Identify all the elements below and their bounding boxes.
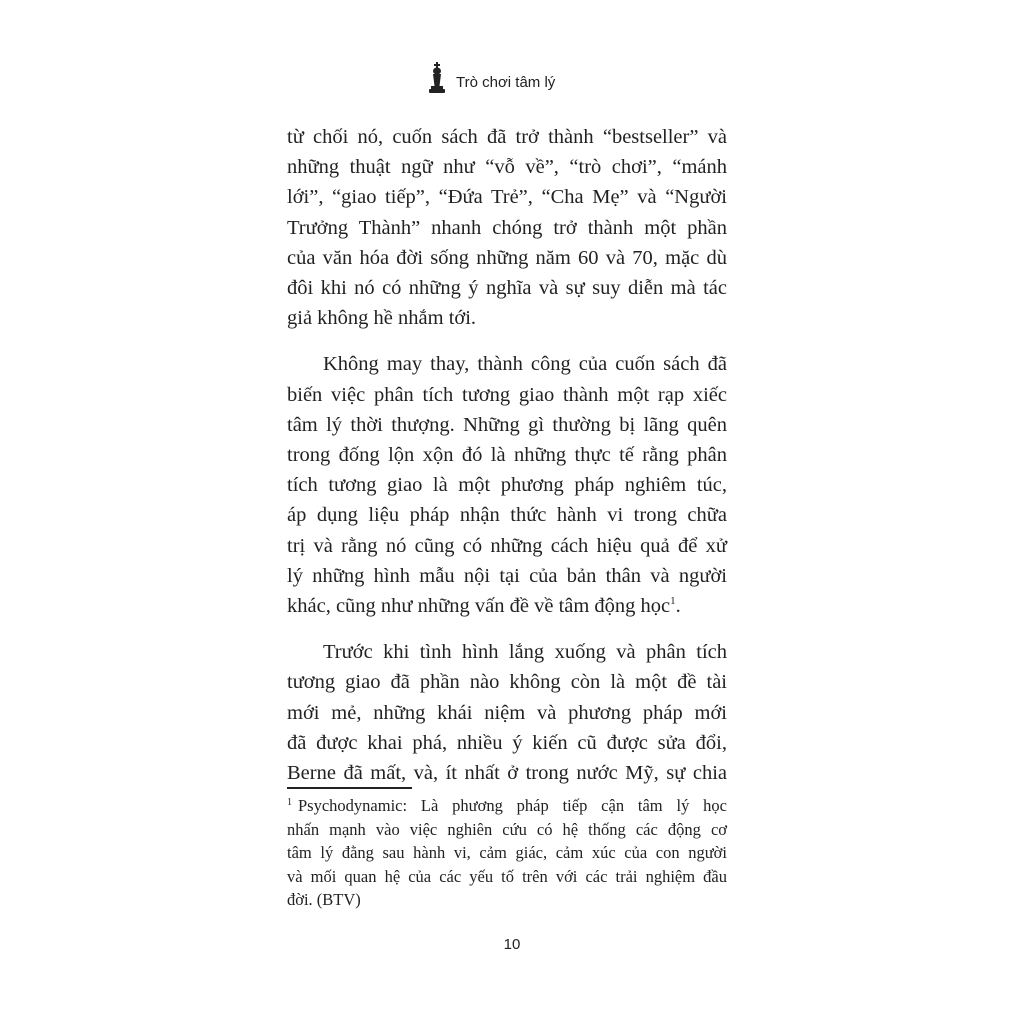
text-line: đã được khai phá, nhiều ý kiến cũ được sửa đổi, xyxy=(287,731,727,754)
footnote-text: Psychodynamic: Là phương pháp tiếp cận tâm lý học xyxy=(298,796,727,815)
text-line: đôi khi nó có những ý nghĩa và sự suy diễn mà tác xyxy=(287,277,727,300)
text-line: Berne đã mất, và, ít nhất ở trong nước Mỹ, sự chia xyxy=(287,762,727,785)
footnote-line: nhấn mạnh vào việc nghiên cứu có hệ thống các động cơ xyxy=(287,819,727,839)
text-line: tâm lý thời thượng. Những gì thường bị lãng quên xyxy=(287,413,727,436)
text-line: những thuật ngữ như “vỗ về”, “trò chơi”, “mánh xyxy=(287,156,727,179)
text-line: Trước khi tình hình lắng xuống và phân tích xyxy=(323,641,727,664)
text-line: biến việc phân tích tương giao thành một rạp xiếc xyxy=(287,383,727,406)
footnote xyxy=(287,794,727,912)
page-number: 10 xyxy=(503,936,521,953)
paragraph xyxy=(287,637,727,788)
footnote-line: và mối quan hệ của các yếu tố trên với các trải nghiệm đầu xyxy=(287,866,727,886)
text-line-with-footnote: khác, cũng như những vấn đề về tâm động học$^1$. xyxy=(287,595,681,618)
text-line: mới mẻ, những khái niệm và phương pháp mới xyxy=(287,701,727,724)
text-line: trong đống lộn xộn đó là những thực tế rằng phân xyxy=(287,444,727,467)
footnote-line xyxy=(287,794,727,818)
text-line: tương giao đã phần nào không còn là một đề tài xyxy=(287,671,727,694)
text-line: Trưởng Thành” nhanh chóng trở thành một phần xyxy=(287,216,727,239)
text-line: khác, cũng như những vấn đề về tâm động học xyxy=(287,595,671,618)
text-line: lới”, “giao tiếp”, “Đứa Trẻ”, “Cha Mẹ” và “Người xyxy=(287,186,727,209)
text-line: từ chối nó, cuốn sách đã trở thành “bestseller” và xyxy=(287,126,727,148)
text-line: áp dụng liệu pháp nhận thức hành vi trong chữa xyxy=(287,504,727,527)
text-line: giả không hề nhắm tới. xyxy=(287,307,477,330)
running-header-title: Trò chơi tâm lý xyxy=(456,73,556,91)
text-line: lý những hình mẫu nội tại của bản thân và người xyxy=(287,564,727,587)
body-text xyxy=(287,122,727,788)
footnote-reference[interactable]: 1 xyxy=(670,595,676,608)
running-header xyxy=(426,62,555,94)
paragraph xyxy=(287,349,727,621)
paragraph xyxy=(287,122,727,333)
text-line: tích tương giao là một phương pháp nghiêm túc, xyxy=(287,474,727,497)
chess-king-icon xyxy=(426,62,448,94)
text-line: của văn hóa đời sống những năm 60 và 70, mặc dù xyxy=(287,246,727,269)
text-line: Không may thay, thành công của cuốn sách đã xyxy=(323,353,727,376)
footnote-marker: 1 xyxy=(287,796,292,808)
footnote-line: tâm lý đằng sau hành vi, cảm giác, cảm xúc của con người xyxy=(287,843,727,862)
text-line: trị và rằng nó cũng có những cách hiệu quả để xử xyxy=(287,534,727,557)
footnote-line: đời. (BTV) xyxy=(287,890,361,909)
footnote-divider xyxy=(287,787,412,789)
